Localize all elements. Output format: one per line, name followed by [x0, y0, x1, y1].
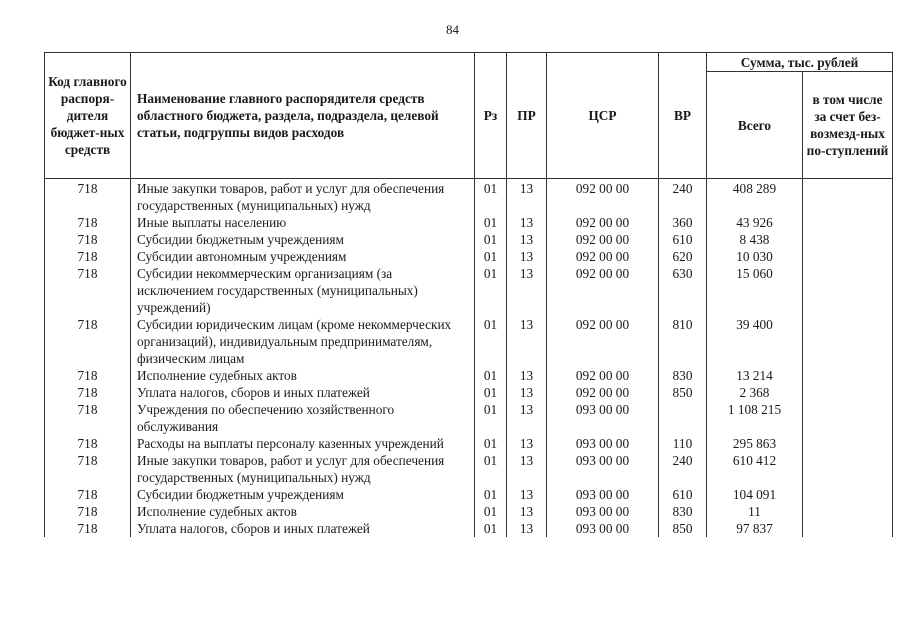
cell-including — [803, 316, 893, 367]
cell-including — [803, 401, 893, 435]
cell-pr: 13 — [507, 214, 547, 231]
cell-name: Субсидии некоммерческим организациям (за исключением государственных (муниципальных) учреждений) — [131, 265, 475, 316]
cell-name: Уплата налогов, сборов и иных платежей — [131, 384, 475, 401]
cell-name: Уплата налогов, сборов и иных платежей — [131, 520, 475, 537]
table-row — [45, 452, 893, 486]
cell-total: 1 108 215 — [707, 401, 803, 435]
cell-csr: 093 00 00 — [547, 503, 659, 520]
table-row — [45, 486, 893, 503]
cell-rz: 01 — [475, 316, 507, 367]
cell-including — [803, 520, 893, 537]
cell-pr: 13 — [507, 367, 547, 384]
cell-rz: 01 — [475, 452, 507, 486]
cell-name: Исполнение судебных актов — [131, 503, 475, 520]
cell-rz: 01 — [475, 384, 507, 401]
table-row — [45, 265, 893, 316]
cell-vr — [659, 401, 707, 435]
cell-vr: 240 — [659, 452, 707, 486]
cell-code: 718 — [45, 367, 131, 384]
cell-name: Субсидии бюджетным учреждениям — [131, 231, 475, 248]
page-number: 84 — [446, 22, 459, 37]
cell-csr: 093 00 00 — [547, 435, 659, 452]
cell-name: Исполнение судебных актов — [131, 367, 475, 384]
header-csr: ЦСР — [547, 53, 659, 179]
cell-total: 610 412 — [707, 452, 803, 486]
cell-code: 718 — [45, 452, 131, 486]
header-pr: ПР — [507, 53, 547, 179]
table-row — [45, 435, 893, 452]
cell-rz: 01 — [475, 231, 507, 248]
cell-csr: 093 00 00 — [547, 520, 659, 537]
cell-including — [803, 435, 893, 452]
cell-csr: 092 00 00 — [547, 265, 659, 316]
cell-total: 97 837 — [707, 520, 803, 537]
cell-including — [803, 231, 893, 248]
cell-csr: 092 00 00 — [547, 179, 659, 215]
cell-vr: 830 — [659, 503, 707, 520]
cell-vr: 610 — [659, 486, 707, 503]
cell-code: 718 — [45, 214, 131, 231]
cell-vr: 110 — [659, 435, 707, 452]
cell-rz: 01 — [475, 179, 507, 215]
cell-code: 718 — [45, 384, 131, 401]
cell-including — [803, 486, 893, 503]
cell-name: Иные закупки товаров, работ и услуг для обеспечения государственных (муниципальных) нужд — [131, 179, 475, 215]
cell-total: 8 438 — [707, 231, 803, 248]
cell-including — [803, 384, 893, 401]
cell-rz: 01 — [475, 401, 507, 435]
cell-pr: 13 — [507, 265, 547, 316]
cell-vr: 610 — [659, 231, 707, 248]
header-sum-group: Сумма, тыс. рублей — [707, 53, 893, 72]
cell-rz: 01 — [475, 214, 507, 231]
table-row — [45, 179, 893, 215]
cell-total: 408 289 — [707, 179, 803, 215]
cell-rz: 01 — [475, 520, 507, 537]
cell-pr: 13 — [507, 520, 547, 537]
cell-including — [803, 452, 893, 486]
cell-vr: 810 — [659, 316, 707, 367]
cell-rz: 01 — [475, 486, 507, 503]
header-total: Всего — [707, 72, 803, 179]
cell-pr: 13 — [507, 384, 547, 401]
cell-code: 718 — [45, 401, 131, 435]
cell-total: 104 091 — [707, 486, 803, 503]
cell-code: 718 — [45, 486, 131, 503]
cell-pr: 13 — [507, 452, 547, 486]
table-row — [45, 231, 893, 248]
cell-pr: 13 — [507, 486, 547, 503]
table-body — [45, 179, 893, 538]
cell-name: Расходы на выплаты персоналу казенных учреждений — [131, 435, 475, 452]
header-including: в том числе за счет без-возмезд-ных по-ступлений — [803, 72, 893, 179]
table-header — [45, 53, 893, 179]
table-row — [45, 384, 893, 401]
table-row — [45, 367, 893, 384]
cell-rz: 01 — [475, 367, 507, 384]
cell-name: Субсидии юридическим лицам (кроме некоммерческих организаций), индивидуальным предпринимателям, физическим лицам — [131, 316, 475, 367]
header-rz: Рз — [475, 53, 507, 179]
table-row — [45, 248, 893, 265]
cell-pr: 13 — [507, 316, 547, 367]
cell-code: 718 — [45, 316, 131, 367]
cell-code: 718 — [45, 503, 131, 520]
cell-vr: 850 — [659, 384, 707, 401]
cell-name: Субсидии бюджетным учреждениям — [131, 486, 475, 503]
cell-vr: 360 — [659, 214, 707, 231]
cell-total: 11 — [707, 503, 803, 520]
cell-total: 295 863 — [707, 435, 803, 452]
cell-including — [803, 367, 893, 384]
cell-csr: 092 00 00 — [547, 384, 659, 401]
cell-csr: 092 00 00 — [547, 367, 659, 384]
table-row — [45, 316, 893, 367]
header-code: Код главного распоря-дителя бюджет-ных средств — [45, 53, 131, 179]
cell-name: Учреждения по обеспечению хозяйственного обслуживания — [131, 401, 475, 435]
cell-code: 718 — [45, 231, 131, 248]
cell-code: 718 — [45, 265, 131, 316]
cell-csr: 092 00 00 — [547, 248, 659, 265]
cell-code: 718 — [45, 435, 131, 452]
cell-csr: 092 00 00 — [547, 214, 659, 231]
cell-vr: 240 — [659, 179, 707, 215]
cell-total: 2 368 — [707, 384, 803, 401]
cell-code: 718 — [45, 520, 131, 537]
budget-table — [44, 52, 893, 537]
cell-pr: 13 — [507, 401, 547, 435]
cell-vr: 630 — [659, 265, 707, 316]
cell-pr: 13 — [507, 435, 547, 452]
cell-name: Субсидии автономным учреждениям — [131, 248, 475, 265]
cell-csr: 092 00 00 — [547, 231, 659, 248]
cell-total: 39 400 — [707, 316, 803, 367]
cell-rz: 01 — [475, 265, 507, 316]
cell-including — [803, 248, 893, 265]
cell-including — [803, 265, 893, 316]
cell-code: 718 — [45, 179, 131, 215]
cell-total: 10 030 — [707, 248, 803, 265]
table-row — [45, 520, 893, 537]
table-row — [45, 401, 893, 435]
cell-vr: 850 — [659, 520, 707, 537]
cell-vr: 620 — [659, 248, 707, 265]
cell-including — [803, 214, 893, 231]
header-vr: ВР — [659, 53, 707, 179]
cell-including — [803, 179, 893, 215]
table-row — [45, 214, 893, 231]
cell-including — [803, 503, 893, 520]
cell-rz: 01 — [475, 503, 507, 520]
cell-pr: 13 — [507, 231, 547, 248]
table-row — [45, 503, 893, 520]
cell-total: 15 060 — [707, 265, 803, 316]
cell-csr: 092 00 00 — [547, 316, 659, 367]
cell-total: 43 926 — [707, 214, 803, 231]
cell-name: Иные закупки товаров, работ и услуг для обеспечения государственных (муниципальных) нужд — [131, 452, 475, 486]
cell-csr: 093 00 00 — [547, 401, 659, 435]
cell-csr: 093 00 00 — [547, 452, 659, 486]
cell-name: Иные выплаты населению — [131, 214, 475, 231]
cell-pr: 13 — [507, 503, 547, 520]
cell-csr: 093 00 00 — [547, 486, 659, 503]
cell-vr: 830 — [659, 367, 707, 384]
cell-rz: 01 — [475, 435, 507, 452]
header-name: Наименование главного распорядителя средств областного бюджета, раздела, подраздела, целевой статьи, подгруппы видов расходов — [131, 53, 475, 179]
cell-pr: 13 — [507, 179, 547, 215]
cell-pr: 13 — [507, 248, 547, 265]
cell-total: 13 214 — [707, 367, 803, 384]
cell-rz: 01 — [475, 248, 507, 265]
cell-code: 718 — [45, 248, 131, 265]
